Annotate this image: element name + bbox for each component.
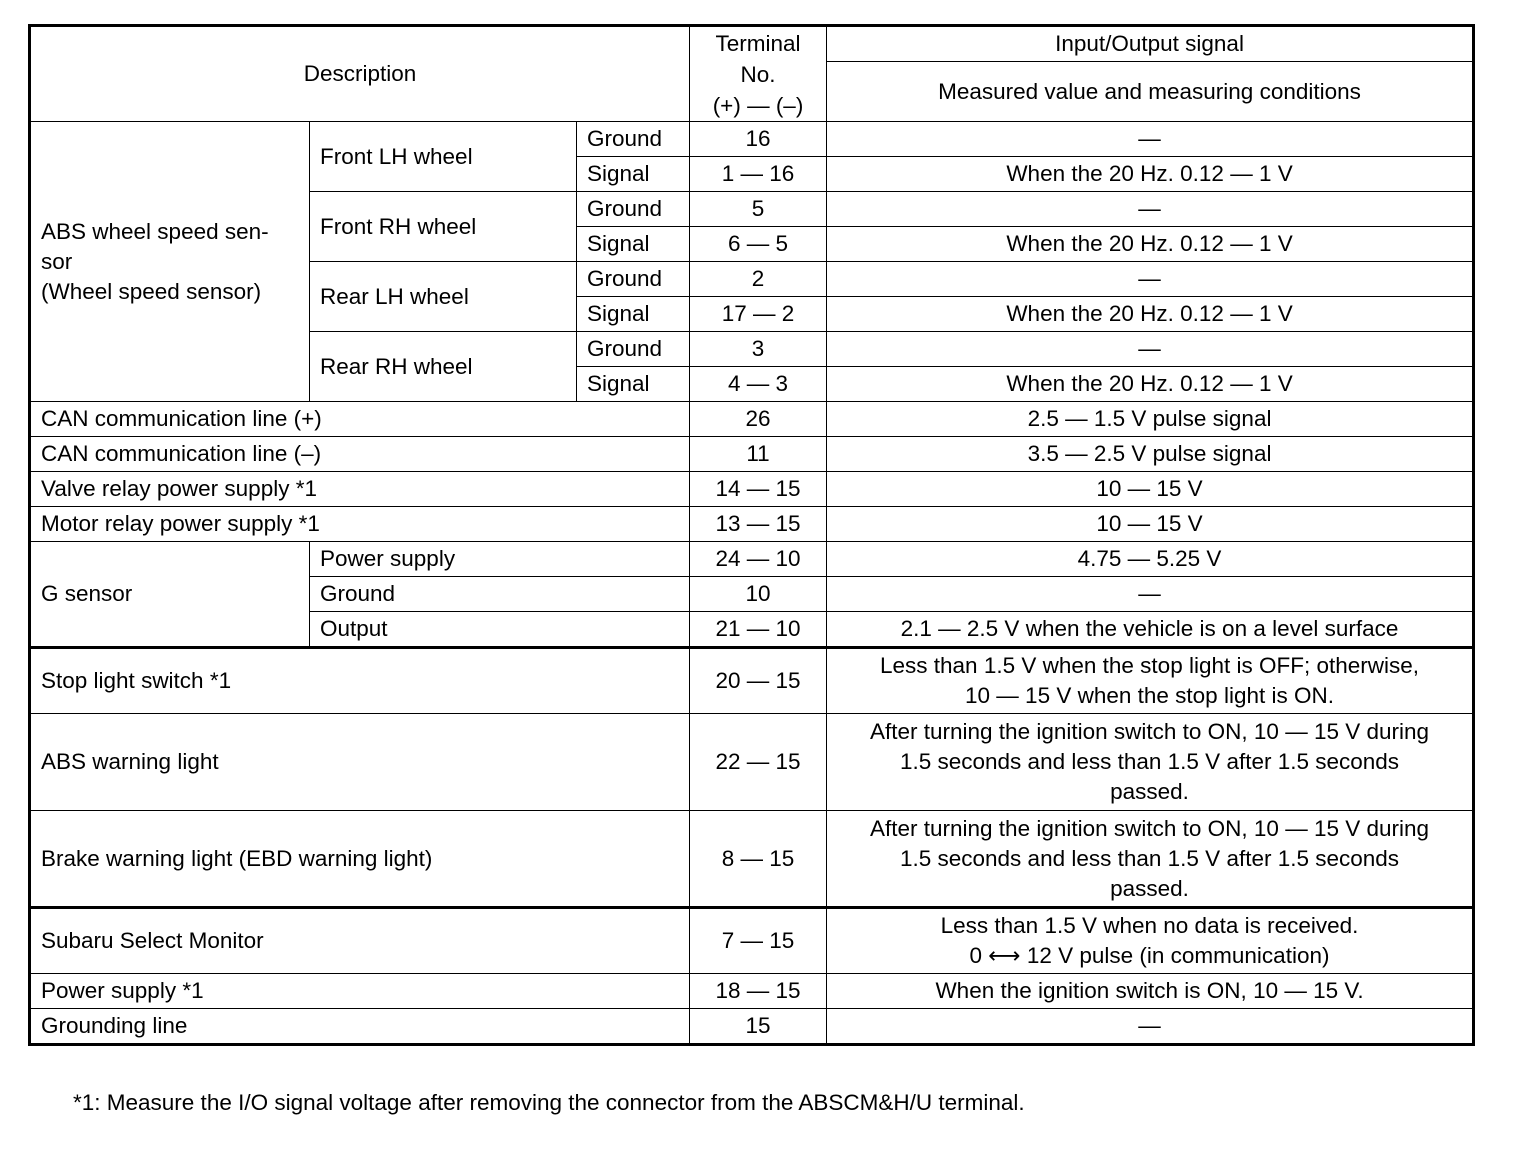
header-terminal-line3: (+) — (–) (712, 92, 804, 118)
abs-sensor-line2: sor (41, 248, 73, 274)
terminal-no: 1 — 16 (690, 157, 827, 192)
measured-line: Less than 1.5 V when no data is received. (940, 913, 1359, 938)
measured-value: — (827, 192, 1474, 227)
measured-value: — (827, 262, 1474, 297)
header-measured: Measured value and measuring conditions (827, 62, 1474, 122)
wheel-kind: Signal (577, 227, 690, 262)
terminal-no: 16 (690, 122, 827, 157)
terminal-no: 2 (690, 262, 827, 297)
table-row (30, 507, 1474, 542)
wheel-kind: Signal (577, 297, 690, 332)
measured-value: — (827, 1009, 1474, 1045)
measured-value (827, 714, 1474, 811)
g-sensor-kind: Output (310, 612, 690, 648)
table-row (30, 811, 1474, 908)
measured-value: — (827, 577, 1474, 612)
wheel-kind: Signal (577, 367, 690, 402)
wheel-kind: Ground (577, 332, 690, 367)
header-terminal-line2: No. (740, 61, 776, 87)
terminal-no: 11 (690, 437, 827, 472)
measured-line: 1.5 seconds and less than 1.5 V after 1.5 seconds (899, 845, 1400, 871)
table-row (30, 542, 1474, 577)
header-description: Description (30, 26, 690, 122)
table-row (30, 472, 1474, 507)
table-row (30, 122, 1474, 157)
table-row (30, 1009, 1474, 1045)
row-description: ABS warning light (30, 714, 690, 811)
measured-value: When the 20 Hz. 0.12 — 1 V (827, 367, 1474, 402)
row-description: CAN communication line (–) (30, 437, 690, 472)
measured-line: Less than 1.5 V when the stop light is OFF; otherwise, (880, 653, 1420, 678)
terminal-no: 10 (690, 577, 827, 612)
measured-value (827, 908, 1474, 974)
table-row (30, 437, 1474, 472)
terminal-no: 8 — 15 (690, 811, 827, 908)
terminal-no: 4 — 3 (690, 367, 827, 402)
footnote: *1: Measure the I/O signal voltage after removing the connector from the ABSCM&H/U terminal. (73, 1090, 1025, 1115)
header-terminal-line1: Terminal (715, 30, 801, 56)
measured-value: When the 20 Hz. 0.12 — 1 V (827, 157, 1474, 192)
terminal-no: 26 (690, 402, 827, 437)
measured-value: 2.5 — 1.5 V pulse signal (827, 402, 1474, 437)
table-row (30, 714, 1474, 811)
measured-line: 0 ⟷ 12 V pulse (in communication) (969, 943, 1330, 968)
terminal-no: 15 (690, 1009, 827, 1045)
measured-value: 3.5 — 2.5 V pulse signal (827, 437, 1474, 472)
terminal-no: 3 (690, 332, 827, 367)
terminal-no: 24 — 10 (690, 542, 827, 577)
table-row (30, 402, 1474, 437)
terminal-no: 6 — 5 (690, 227, 827, 262)
terminal-no: 21 — 10 (690, 612, 827, 648)
measured-value: 4.75 — 5.25 V (827, 542, 1474, 577)
table-row (30, 974, 1474, 1009)
terminal-no: 17 — 2 (690, 297, 827, 332)
measured-value: — (827, 122, 1474, 157)
row-description: Valve relay power supply *1 (30, 472, 690, 507)
io-signal-table (28, 24, 1475, 1046)
header-terminal-no (690, 26, 827, 122)
measured-line: 10 — 15 V when the stop light is ON. (965, 683, 1334, 708)
row-description: Subaru Select Monitor (30, 908, 690, 974)
measured-line: passed. (1110, 875, 1189, 901)
wheel-name: Rear RH wheel (310, 332, 577, 402)
measured-value (827, 648, 1474, 714)
measured-line: After turning the ignition switch to ON, 10 — 15 V during (869, 719, 1430, 744)
row-description: Grounding line (30, 1009, 690, 1045)
abs-sensor-line1: ABS wheel speed sen- (41, 218, 269, 244)
g-sensor-kind: Power supply (310, 542, 690, 577)
terminal-no: 18 — 15 (690, 974, 827, 1009)
wheel-name: Front LH wheel (310, 122, 577, 192)
g-sensor-kind: Ground (310, 577, 690, 612)
measured-value: When the 20 Hz. 0.12 — 1 V (827, 227, 1474, 262)
wheel-name: Rear LH wheel (310, 262, 577, 332)
row-description: CAN communication line (+) (30, 402, 690, 437)
header-io-signal: Input/Output signal (827, 26, 1474, 62)
row-description: Power supply *1 (30, 974, 690, 1009)
g-sensor-label: G sensor (30, 542, 310, 648)
terminal-no: 5 (690, 192, 827, 227)
measured-line: 1.5 seconds and less than 1.5 V after 1.5 seconds (899, 749, 1400, 774)
row-description: Motor relay power supply *1 (30, 507, 690, 542)
wheel-kind: Signal (577, 157, 690, 192)
measured-line: After turning the ignition switch to ON, 10 — 15 V during (869, 815, 1430, 841)
terminal-no: 14 — 15 (690, 472, 827, 507)
measured-value: When the 20 Hz. 0.12 — 1 V (827, 297, 1474, 332)
wheel-kind: Ground (577, 122, 690, 157)
measured-value (827, 811, 1474, 908)
wheel-name: Front RH wheel (310, 192, 577, 262)
measured-value: 2.1 — 2.5 V when the vehicle is on a level surface (827, 612, 1474, 648)
measured-value: 10 — 15 V (827, 472, 1474, 507)
table-row (30, 908, 1474, 974)
terminal-no: 7 — 15 (690, 908, 827, 974)
table-row (30, 648, 1474, 714)
terminal-no: 20 — 15 (690, 648, 827, 714)
measured-value: When the ignition switch is ON, 10 — 15 V. (827, 974, 1474, 1009)
abs-sensor-label (30, 122, 310, 402)
wheel-kind: Ground (577, 262, 690, 297)
measured-value: 10 — 15 V (827, 507, 1474, 542)
row-description: Brake warning light (EBD warning light) (30, 811, 690, 908)
measured-line: passed. (1110, 779, 1189, 804)
terminal-no: 13 — 15 (690, 507, 827, 542)
wheel-kind: Ground (577, 192, 690, 227)
abs-sensor-line3: (Wheel speed sensor) (41, 278, 262, 304)
measured-value: — (827, 332, 1474, 367)
terminal-no: 22 — 15 (690, 714, 827, 811)
row-description: Stop light switch *1 (30, 648, 690, 714)
